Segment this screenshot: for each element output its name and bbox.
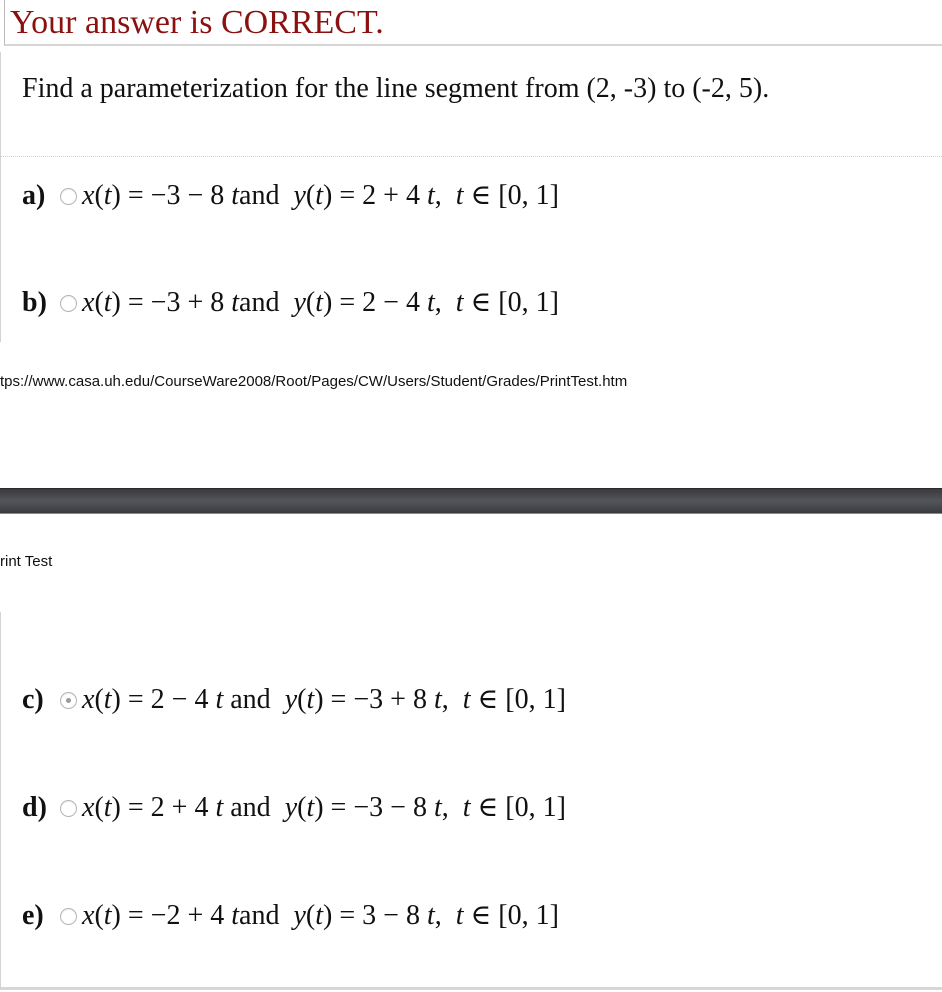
question-text: Find a parameterization for the line segment from (2, -3) to (-2, 5). [22, 73, 770, 104]
print-url: tps://www.casa.uh.edu/CourseWare2008/Root/Pages/CW/Users/Student/Grades/PrintTest.htm [0, 373, 628, 390]
print-header-title: rint Test [0, 553, 53, 570]
page-break-bar [0, 488, 942, 514]
option-b-radio[interactable] [60, 295, 77, 312]
option-letter: e) [22, 900, 44, 931]
option-b-formula: x(t) = −3 + 8 tand y(t) = 2 − 4 t, t ∈ [0, 1] [82, 287, 559, 318]
option-d-formula: x(t) = 2 + 4 t and y(t) = −3 − 8 t, t ∈ [0, 1] [82, 792, 566, 823]
option-a[interactable] [22, 176, 559, 216]
option-e-formula: x(t) = −2 + 4 tand y(t) = 3 − 8 t, t ∈ [0, 1] [82, 900, 559, 931]
option-letter: a) [22, 180, 46, 211]
option-letter: c) [22, 684, 44, 715]
option-c-radio[interactable] [60, 692, 77, 709]
option-letter: b) [22, 287, 47, 318]
result-message: Your answer is CORRECT. [10, 4, 384, 41]
question-divider [0, 156, 942, 157]
option-c[interactable] [22, 680, 566, 720]
option-a-formula: x(t) = −3 − 8 tand y(t) = 2 + 4 t, t ∈ [0, 1] [82, 180, 559, 211]
option-d[interactable] [22, 788, 566, 828]
option-d-radio[interactable] [60, 800, 77, 817]
option-e-radio[interactable] [60, 908, 77, 925]
option-b[interactable] [22, 283, 559, 323]
option-c-formula: x(t) = 2 − 4 t and y(t) = −3 + 8 t, t ∈ [0, 1] [82, 684, 566, 715]
option-a-radio[interactable] [60, 188, 77, 205]
option-e[interactable] [22, 896, 559, 936]
option-letter: d) [22, 792, 47, 823]
